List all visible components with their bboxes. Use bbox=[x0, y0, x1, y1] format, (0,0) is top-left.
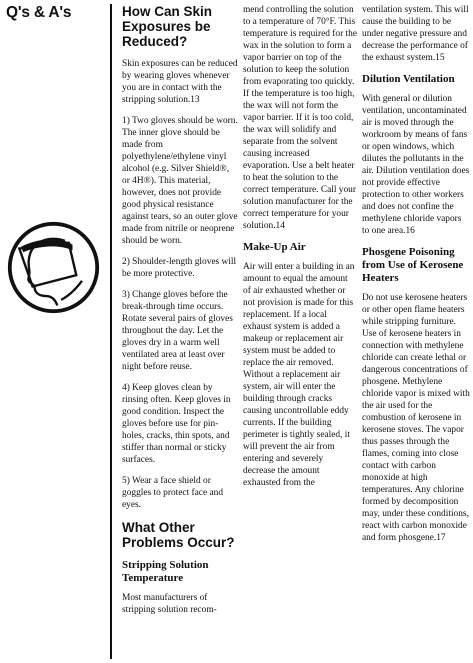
heading-dilution-ventilation: Dilution Ventilation bbox=[362, 73, 455, 85]
paragraph-intro: Skin exposures can be reduced by wearing gloves whenever you are in contact with the stripping solution.13 bbox=[122, 59, 238, 105]
list-item-gloves-3: 3) Change gloves before the break-through time occurs. Rotate several pairs of gloves throughout the day. Let the gloves dry in a warm well ventilated area at least over night before reuse. bbox=[122, 290, 233, 372]
paragraph-dilution: With general or dilution ventilation, uncontaminated air is moved through the workroom by means of fans or open windows, which dilutes the pollutants in the air. Dilution ventilation does not provide effective protection to other workers and does not confine the methylene chloride vapors to one area.16 bbox=[362, 94, 470, 236]
heading-other-problems: What Other Problems Occur? bbox=[122, 520, 235, 550]
paragraph-make-up-air: Air will enter a building in an amount to equal the amount of air exhausted whether or not provision is made for this replacement. If a local exhaust system is added a makeup or replacement air system must be added to replace the air removed. Without a replacement air system, air will enter the building through cracks causing uncontrollable eddy currents. If the building perimeter is tightly sealed, it will prevent the air from entering and severely decrease the amount exhausted from the bbox=[243, 262, 355, 488]
column-3 bbox=[362, 4, 470, 553]
list-item-gloves-4: 4) Keep gloves clean by rinsing often. Keep gloves in good condition. Inspect the gloves before use for pin-holes, cracks, thin spots, and stiffer than normal or sticky surfaces. bbox=[122, 383, 231, 465]
column-divider bbox=[110, 4, 112, 659]
face-shield-icon bbox=[6, 220, 101, 315]
page-section-title: Q's & A's bbox=[6, 4, 72, 21]
heading-make-up-air: Make-Up Air bbox=[243, 241, 306, 253]
heading-phosgene: Phosgene Poisoning from Use of Kerosene Heaters bbox=[362, 246, 464, 284]
list-item-gloves-5: 5) Wear a face shield or goggles to protect face and eyes. bbox=[122, 476, 224, 510]
list-item-gloves-2: 2) Shoulder-length gloves will be more protective. bbox=[122, 257, 237, 279]
column-2 bbox=[243, 4, 357, 498]
paragraph-ventilation-cont: ventilation system. This will cause the building to be under negative pressure and decrease the performance of the exhaust system.15 bbox=[362, 5, 469, 63]
subheading-solution-temperature: Stripping Solution Temperature bbox=[122, 559, 209, 584]
heading-skin-exposures: How Can Skin Exposures be Reduced? bbox=[122, 4, 213, 49]
paragraph-phosgene: Do not use kerosene heaters or other open flame heaters while stripping furniture. Use of kerosene heaters in connection with methylene chloride can create lethal or dangerous concentrations of phosgene. Methylene chloride vapor is mixed with the air used for the combustion of kerosene in kerosene stoves. The vapor thus passes through the flames, coming into close contact with carbon monoxide at high temperatures. Any chlorine formed by decomposition may, under these conditions, react with carbon monoxide and form phosgene.17 bbox=[362, 293, 470, 543]
list-item-gloves-1: 1) Two gloves should be worn. The inner glove should be made from polyethylene/ethylene vinyl alcohol (e.g. Silver Shield®, or 4H®). This material, however, does not provide good physical resistance against tears, so an outer glove made from nitrile or neoprene should be worn. bbox=[122, 116, 238, 246]
column-1 bbox=[122, 4, 238, 625]
paragraph-temperature-start: Most manufacturers of stripping solution recom- bbox=[122, 593, 217, 615]
paragraph-temperature-cont: mend controlling the solution to a temperature of 70°F. This temperature is required for the wax in the solution to form a vapor barrier on top of the solution to keep the solution from evaporating too quickly. If the temperature is too high, the wax will not form the vapor barrier. If it is too cold, the wax will solidify and separate from the solvent causing increased evaporation. Use a belt heater to heat the solution to the correct temperature. Call your solution manufacturer for the correct temperature for your solution.14 bbox=[243, 5, 358, 231]
